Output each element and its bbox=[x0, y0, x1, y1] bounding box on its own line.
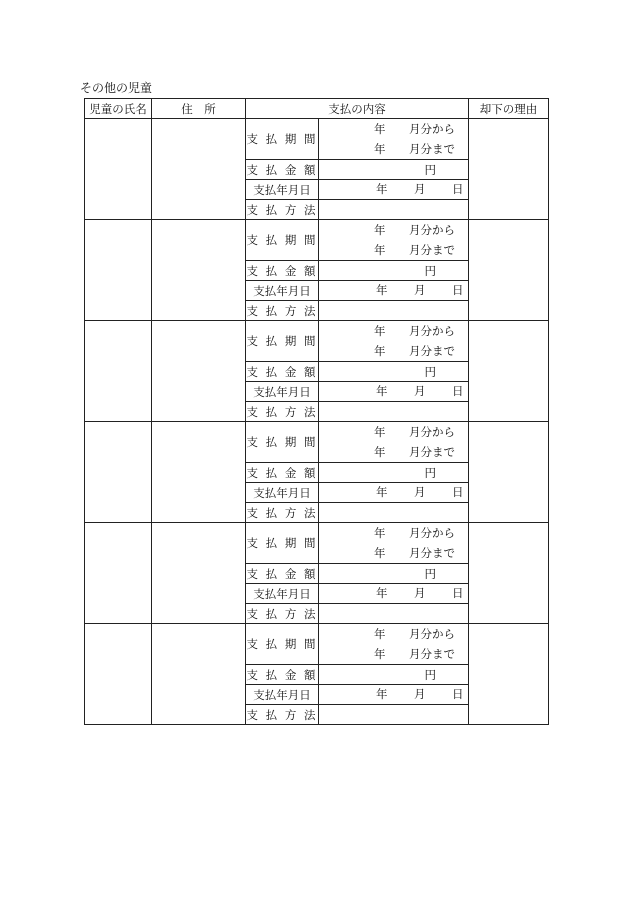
amount-value[interactable] bbox=[319, 160, 469, 180]
amount-label: 支 払 金 額 bbox=[246, 665, 319, 685]
period-value[interactable] bbox=[319, 321, 469, 362]
header-child-name: 児童の氏名 bbox=[85, 99, 152, 119]
period-label: 支 払 期 間 bbox=[246, 220, 319, 261]
date-day: 日 bbox=[452, 182, 464, 196]
period-value[interactable] bbox=[319, 624, 469, 665]
period-from-year: 年 bbox=[374, 526, 386, 540]
amount-label: 支 払 金 額 bbox=[246, 362, 319, 382]
address-cell[interactable] bbox=[152, 321, 246, 422]
address-cell[interactable] bbox=[152, 523, 246, 624]
amount-value[interactable] bbox=[319, 362, 469, 382]
date-label: 支払年月日 bbox=[246, 281, 319, 301]
amount-value[interactable] bbox=[319, 463, 469, 483]
period-to-year: 年 bbox=[374, 445, 386, 459]
date-day: 日 bbox=[452, 485, 464, 499]
date-year: 年 bbox=[376, 384, 388, 398]
date-month: 月 bbox=[414, 283, 426, 297]
period-label: 支 払 期 間 bbox=[246, 321, 319, 362]
date-month: 月 bbox=[414, 586, 426, 600]
date-day: 日 bbox=[452, 586, 464, 600]
date-year: 年 bbox=[376, 586, 388, 600]
child-name-cell[interactable] bbox=[85, 220, 152, 321]
period-to-year: 年 bbox=[374, 546, 386, 560]
record-row-period bbox=[85, 220, 549, 261]
amount-unit: 円 bbox=[424, 566, 436, 581]
address-cell[interactable] bbox=[152, 624, 246, 725]
period-label: 支 払 期 間 bbox=[246, 523, 319, 564]
date-label: 支払年月日 bbox=[246, 382, 319, 402]
amount-unit: 円 bbox=[424, 263, 436, 278]
child-name-cell[interactable] bbox=[85, 523, 152, 624]
date-year: 年 bbox=[376, 182, 388, 196]
method-value[interactable] bbox=[319, 604, 469, 624]
method-label: 支 払 方 法 bbox=[246, 301, 319, 321]
period-to-text: 月分まで bbox=[409, 344, 455, 358]
period-to-year: 年 bbox=[374, 142, 386, 156]
period-label: 支 払 期 間 bbox=[246, 119, 319, 160]
rejection-reason-cell[interactable] bbox=[469, 119, 549, 220]
date-month: 月 bbox=[414, 687, 426, 701]
header-payment-details: 支払の内容 bbox=[246, 99, 469, 119]
date-value[interactable] bbox=[319, 483, 469, 503]
period-to-text: 月分まで bbox=[409, 546, 455, 560]
period-from-text: 月分から bbox=[409, 122, 455, 136]
period-label: 支 払 期 間 bbox=[246, 422, 319, 463]
period-from-year: 年 bbox=[374, 223, 386, 237]
header-rejection-reason: 却下の理由 bbox=[469, 99, 549, 119]
date-year: 年 bbox=[376, 687, 388, 701]
header-row bbox=[85, 99, 549, 119]
period-to-text: 月分まで bbox=[409, 243, 455, 257]
child-name-cell[interactable] bbox=[85, 624, 152, 725]
date-day: 日 bbox=[452, 687, 464, 701]
period-from-year: 年 bbox=[374, 425, 386, 439]
rejection-reason-cell[interactable] bbox=[469, 220, 549, 321]
record-row-period bbox=[85, 624, 549, 665]
amount-unit: 円 bbox=[424, 465, 436, 480]
period-from-year: 年 bbox=[374, 324, 386, 338]
amount-unit: 円 bbox=[424, 364, 436, 379]
date-value[interactable] bbox=[319, 180, 469, 200]
amount-label: 支 払 金 額 bbox=[246, 160, 319, 180]
period-from-text: 月分から bbox=[409, 526, 455, 540]
rejection-reason-cell[interactable] bbox=[469, 321, 549, 422]
period-to-year: 年 bbox=[374, 243, 386, 257]
period-from-text: 月分から bbox=[409, 223, 455, 237]
child-name-cell[interactable] bbox=[85, 422, 152, 523]
child-name-cell[interactable] bbox=[85, 321, 152, 422]
period-value[interactable] bbox=[319, 523, 469, 564]
period-to-year: 年 bbox=[374, 344, 386, 358]
method-value[interactable] bbox=[319, 301, 469, 321]
other-children-table bbox=[84, 98, 549, 725]
date-year: 年 bbox=[376, 485, 388, 499]
amount-unit: 円 bbox=[424, 667, 436, 682]
date-month: 月 bbox=[414, 182, 426, 196]
address-cell[interactable] bbox=[152, 220, 246, 321]
period-from-year: 年 bbox=[374, 122, 386, 136]
amount-value[interactable] bbox=[319, 261, 469, 281]
date-label: 支払年月日 bbox=[246, 483, 319, 503]
method-value[interactable] bbox=[319, 503, 469, 523]
table-body bbox=[85, 119, 549, 725]
method-label: 支 払 方 法 bbox=[246, 604, 319, 624]
rejection-reason-cell[interactable] bbox=[469, 422, 549, 523]
date-label: 支払年月日 bbox=[246, 180, 319, 200]
period-value[interactable] bbox=[319, 422, 469, 463]
amount-value[interactable] bbox=[319, 564, 469, 584]
date-day: 日 bbox=[452, 384, 464, 398]
record-row-period bbox=[85, 422, 549, 463]
address-cell[interactable] bbox=[152, 422, 246, 523]
method-value[interactable] bbox=[319, 200, 469, 220]
period-label: 支 払 期 間 bbox=[246, 624, 319, 665]
period-to-text: 月分まで bbox=[409, 647, 455, 661]
method-value[interactable] bbox=[319, 402, 469, 422]
amount-unit: 円 bbox=[424, 162, 436, 177]
amount-label: 支 払 金 額 bbox=[246, 564, 319, 584]
method-label: 支 払 方 法 bbox=[246, 503, 319, 523]
method-label: 支 払 方 法 bbox=[246, 705, 319, 725]
period-from-text: 月分から bbox=[409, 425, 455, 439]
section-title: その他の児童 bbox=[80, 81, 153, 95]
date-value[interactable] bbox=[319, 685, 469, 705]
period-to-text: 月分まで bbox=[409, 142, 455, 156]
method-value[interactable] bbox=[319, 705, 469, 725]
method-label: 支 払 方 法 bbox=[246, 402, 319, 422]
rejection-reason-cell[interactable] bbox=[469, 624, 549, 725]
record-row-period bbox=[85, 119, 549, 160]
date-value[interactable] bbox=[319, 584, 469, 604]
period-to-text: 月分まで bbox=[409, 445, 455, 459]
child-name-cell[interactable] bbox=[85, 119, 152, 220]
date-month: 月 bbox=[414, 384, 426, 398]
record-row-period bbox=[85, 321, 549, 362]
period-from-text: 月分から bbox=[409, 627, 455, 641]
address-cell[interactable] bbox=[152, 119, 246, 220]
period-value[interactable] bbox=[319, 119, 469, 160]
header-address: 住 所 bbox=[152, 99, 246, 119]
date-label: 支払年月日 bbox=[246, 685, 319, 705]
period-value[interactable] bbox=[319, 220, 469, 261]
date-day: 日 bbox=[452, 283, 464, 297]
date-value[interactable] bbox=[319, 382, 469, 402]
date-year: 年 bbox=[376, 283, 388, 297]
amount-label: 支 払 金 額 bbox=[246, 261, 319, 281]
method-label: 支 払 方 法 bbox=[246, 200, 319, 220]
record-row-period bbox=[85, 523, 549, 564]
period-to-year: 年 bbox=[374, 647, 386, 661]
period-from-text: 月分から bbox=[409, 324, 455, 338]
date-value[interactable] bbox=[319, 281, 469, 301]
rejection-reason-cell[interactable] bbox=[469, 523, 549, 624]
date-label: 支払年月日 bbox=[246, 584, 319, 604]
period-from-year: 年 bbox=[374, 627, 386, 641]
amount-value[interactable] bbox=[319, 665, 469, 685]
date-month: 月 bbox=[414, 485, 426, 499]
amount-label: 支 払 金 額 bbox=[246, 463, 319, 483]
